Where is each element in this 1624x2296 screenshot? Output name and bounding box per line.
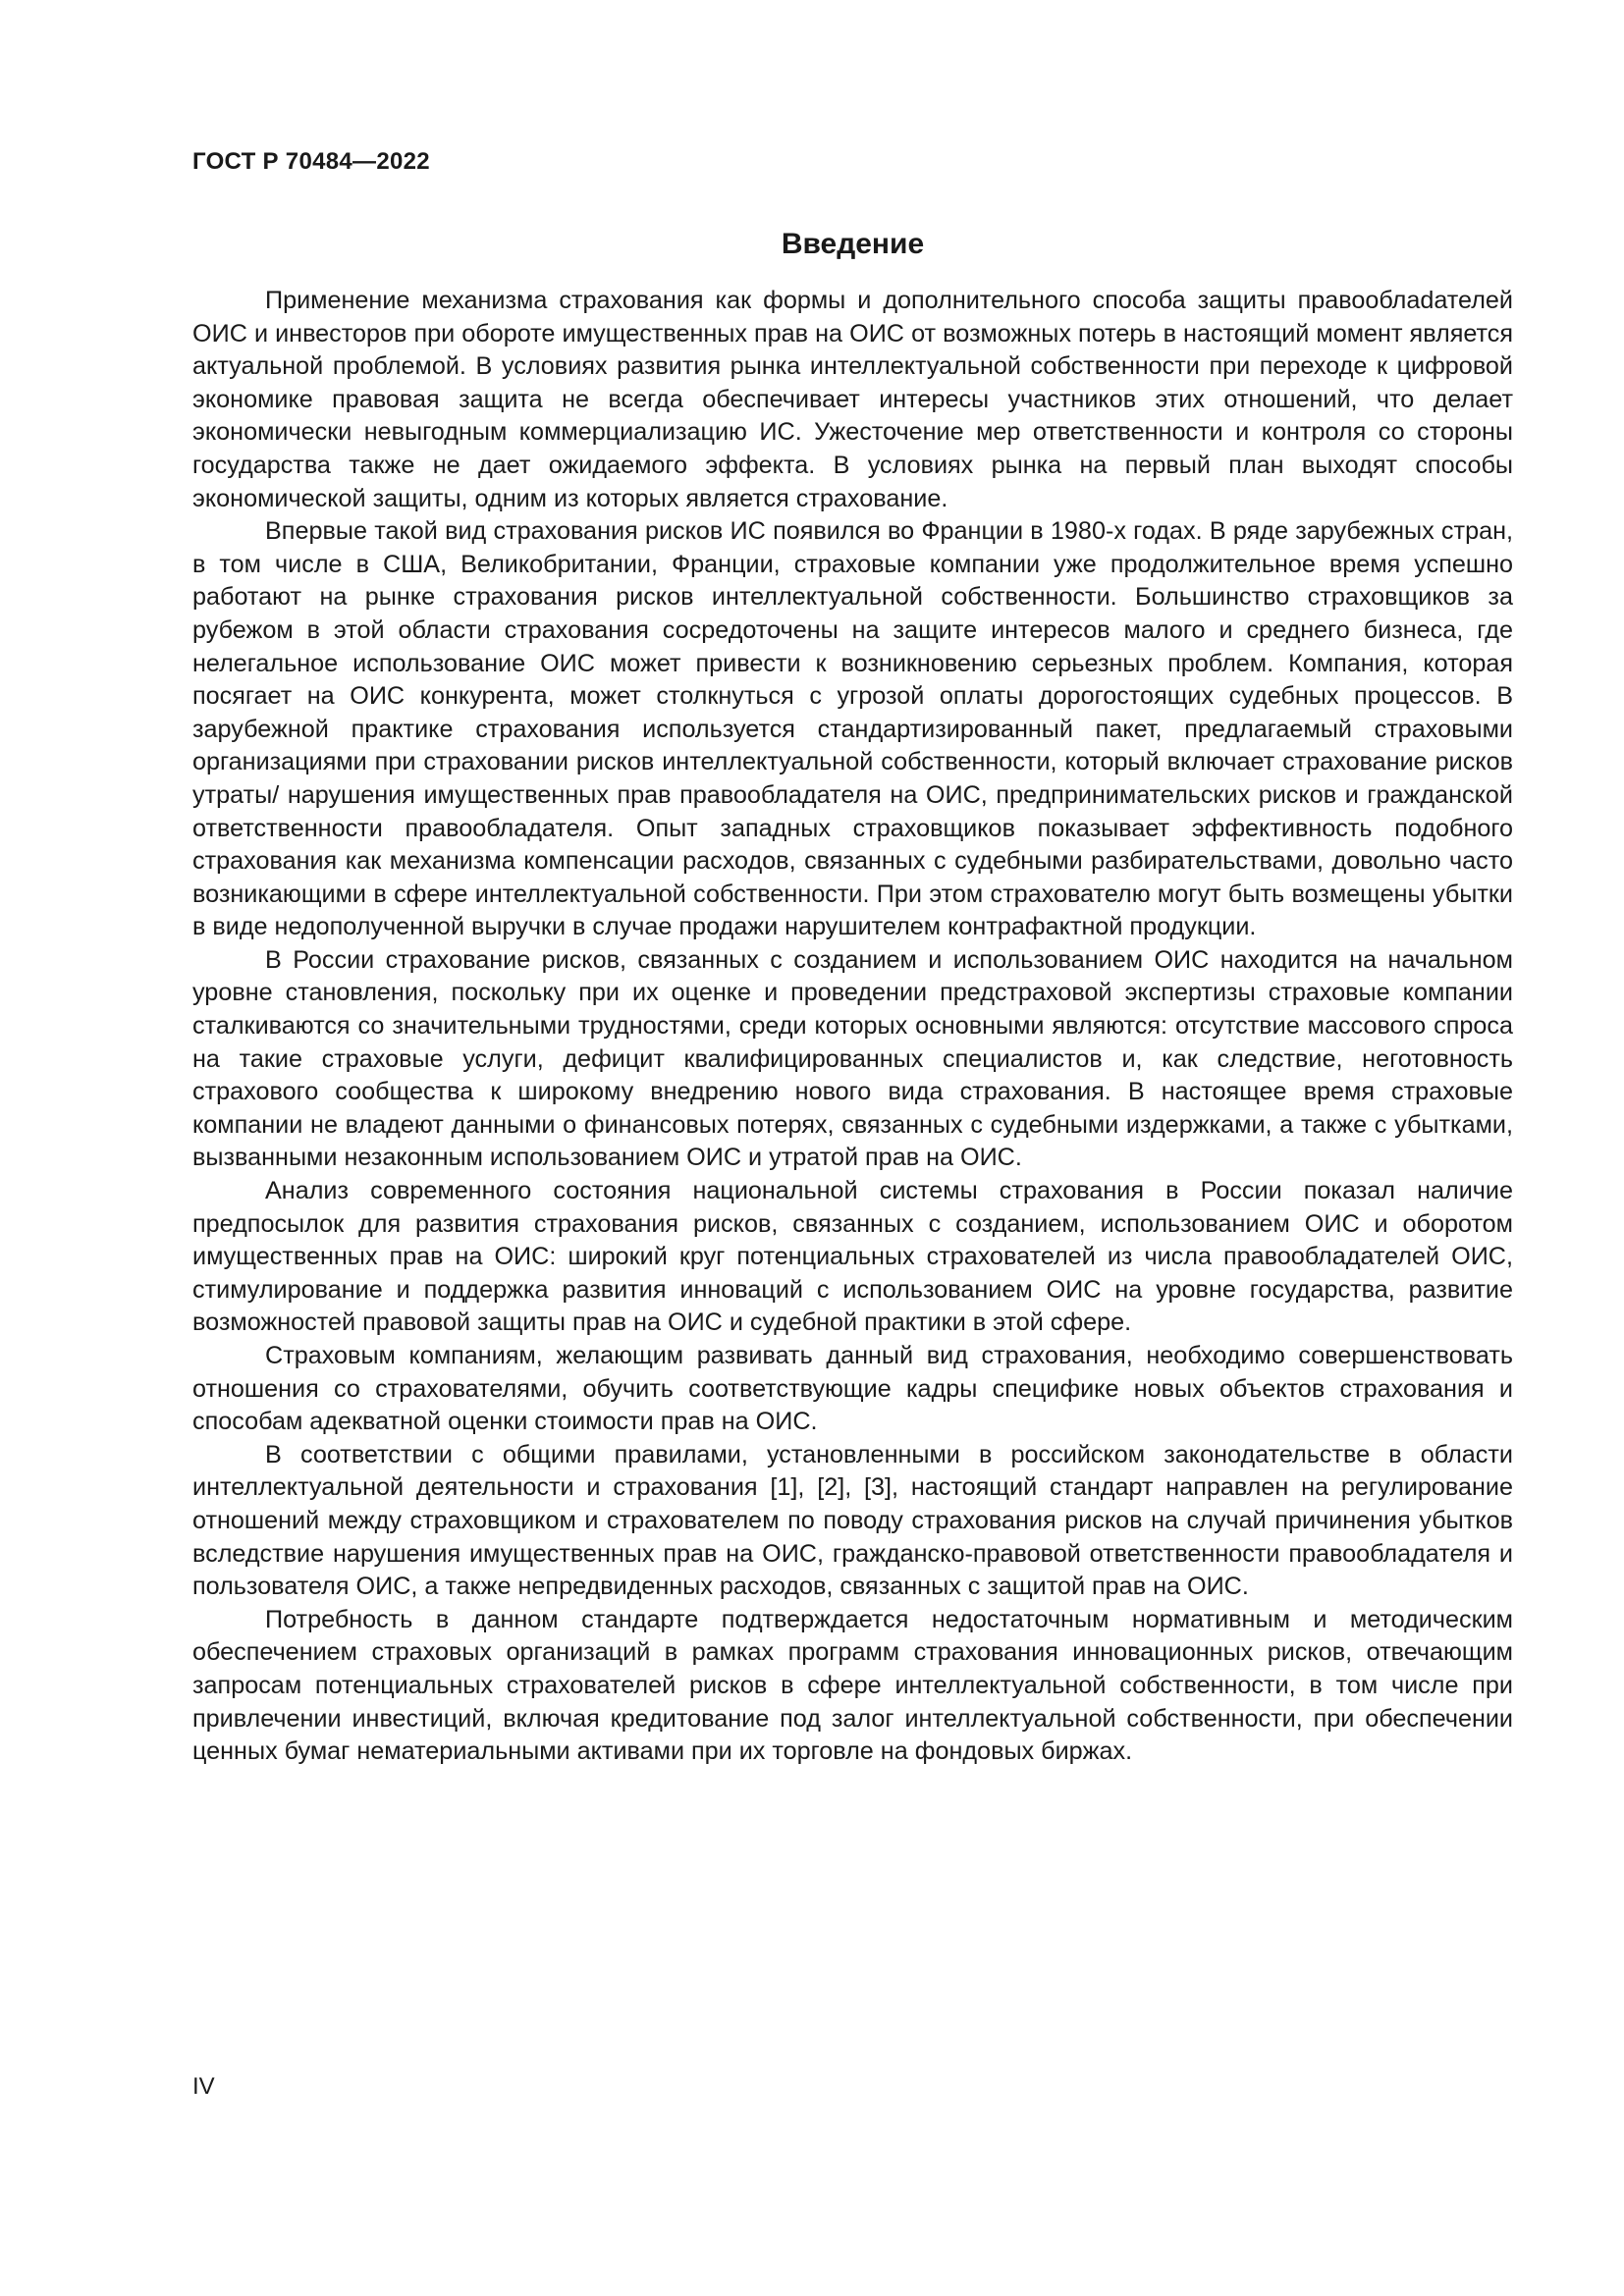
document-header: ГОСТ Р 70484—2022 <box>192 148 430 175</box>
body-text <box>192 285 1513 1769</box>
paragraph: Анализ современного состояния национальной системы страхования в России показал наличие предпосылок для развития страхования рисков, связанных с созданием, использованием ОИС и оборотом имущественных прав на ОИС: широкий круг потенциальных страхователей из числа правообладателей ОИС, стимулирование и поддержка развития инноваций с использованием ОИС на уровне государства, развитие возможностей правовой защиты прав на ОИС и судебной практики в этой сфере. <box>192 1177 1513 1337</box>
section-title: Введение <box>781 228 925 260</box>
paragraph: В соответствии с общими правилами, установленными в российском законодательстве в области интеллектуальной деятельности и страхования [1], [2], [3], настоящий стандарт направлен на регулирование отношений между страховщиком и страхователем по поводу страхования рисков на случай причинения убытков вследствие нарушения имущественных прав на ОИС, гражданско-правовой ответственности правообладателя и пользователя ОИС, а также непредвиденных расходов, связанных с защитой прав на ОИС. <box>192 1440 1513 1601</box>
paragraph: Потребность в данном стандарте подтверждается недостаточным нормативным и методическим обеспечением страховых организаций в рамках программ страхования инновационных рисков, отвечающим запросам потенциальных страхователей рисков в сфере интеллектуальной собственности, в том числе при привлечении инвестиций, включая кредитование под залог интеллектуальной собственности, при обеспечении ценных бумаг нематериальными активами при их торговле на фондовых биржах. <box>192 1605 1513 1766</box>
paragraph: Применение механизма страхования как формы и дополнительного способа защиты правооблаdателей ОИС и инвесторов при обороте имущественных прав на ОИС от возможных потерь в настоящий момент является актуальной проблемой. В условиях развития рынка интеллектуальной собственности при переходе к цифровой экономике правовая защита не всегда обеспечивает интересы участников этих отношений, что делает экономически невыгодным коммерциализацию ИС. Ужесточение мер ответственности и контроля со стороны государства также не дает ожидаемого эффекта. В условиях рынка на первый план выходят способы экономической защиты, одним из которых является страхование. <box>192 287 1513 512</box>
page-number: IV <box>192 2073 215 2100</box>
paragraph: Впервые такой вид страхования рисков ИС появился во Франции в 1980-х годах. В ряде зарубежных стран, в том числе в США, Великобритании, Франции, страховые компании уже продолжительное время успешно работают на рынке страхования рисков интеллектуальной собственности. Большинство страховщиков за рубежом в этой области страхования сосредоточены на защите интересов малого и среднего бизнеса, где нелегальное использование ОИС может привести к возникновению серьезных проблем. Компания, которая посягает на ОИС конкурента, может столкнуться с угрозой оплаты дорогостоящих судебных процессов. В зарубежной практике страхования используется стандартизированный пакет, предлагаемый страховыми организациями при страховании рисков интеллектуальной собственности, который включает страхование рисков утраты/ нарушения имущественных прав правообладателя на ОИС, предпринимательских рисков и гражданской ответственности правообладателя. Опыт западных страховщиков показывает эффективность подобного страхования как механизма компенсации расходов, связанных с судебными разбирательствами, довольно часто возникающими в сфере интеллектуальной собственности. При этом страхователю могут быть возмещены убытки в виде недополученной выручки в случае продажи нарушителем контрафактной продукции. <box>192 517 1513 941</box>
paragraph: Страховым компаниям, желающим развивать данный вид страхования, необходимо совершенствовать отношения со страхователями, обучить соответствующие кадры специфике новых объектов страхования и способам адекватной оценки стоимости прав на ОИС. <box>192 1342 1513 1436</box>
paragraph: В России страхование рисков, связанных с созданием и использованием ОИС находится на начальном уровне становления, поскольку при их оценке и проведении предстраховой экспертизы страховые компании сталкиваются со значительными трудностями, среди которых основными являются: отсутствие массового спроса на такие страховые услуги, дефицит квалифицированных специалистов и, как следствие, неготовность страхового сообщества к широкому внедрению нового вида страхования. В настоящее время страховые компании не владеют данными о финансовых потерях, связанных с судебными издержками, а также с убытками, вызванными незаконным использованием ОИС и утратой прав на ОИС. <box>192 945 1513 1172</box>
